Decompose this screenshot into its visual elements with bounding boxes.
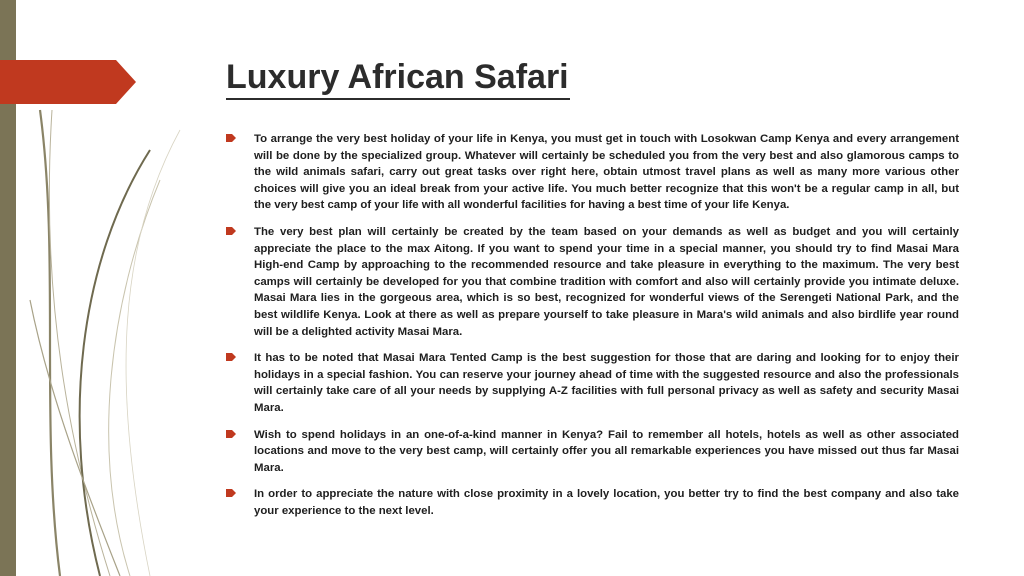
accent-arrow-tab [0, 60, 136, 104]
title-underline [226, 98, 570, 100]
bullet-item [226, 350, 959, 416]
bullet-item [226, 427, 959, 477]
bullet-text: To arrange the very best holiday of your life in Kenya, you must get in touch with Losokwan Camp Kenya and every arrangement will be done by the specialized group. Whatever will certainly be scheduled you from the very best and also glamorous camps to the wild animals safari, carry out great tasks over right here, obtain utmost travel plans as well as many more various other choices will give you an ideal break from your active life. You much better recognize that this won't be a regular camp in all, but the very best camp of your life with all wonderful facilities for having a best time of your life Kenya. [254, 133, 959, 212]
accent-arrow-shape [0, 60, 136, 104]
bullet-item [226, 486, 959, 519]
arrow-bullet-icon [226, 353, 236, 361]
bullet-item [226, 131, 959, 214]
arrow-bullet-icon [226, 134, 236, 142]
bullet-text: It has to be noted that Masai Mara Tented Camp is the best suggestion for those that are daring and looking for to enjoy their holidays in a special fashion. You can reserve your journey ahead of time with the suggested resource and also the professionals will certainly take care of all your needs by supplying A-Z facilities with full personal privacy as well as safety and security Masai Mara. [254, 352, 959, 414]
bullet-text: The very best plan will certainly be created by the team based on your demands as well as budget and you will certainly appreciate the place to the max Aitong. If you want to spend your time in a special manner, you should try to find Masai Mara High-end Camp by approaching to the recommended resource and take pleasure in everything to the maximum. The very best camps will certainly be developed for you that combine tradition with comfort and also will certainly provide you intimate deluxe. Masai Mara lies in the gorgeous area, which is so best, recognized for wonderful views of the Serengeti National Park, and the best wildlife Kenya. Look at there as well as prepare yourself to take pleasure in Mara's wild animals and also birdlife year round will be a delighted activity Masai Mara. [254, 225, 959, 338]
arrow-bullet-icon [226, 489, 236, 497]
arrow-bullet-icon [226, 227, 236, 235]
bullet-list [226, 131, 959, 529]
arrow-bullet-icon [226, 430, 236, 438]
bullet-item [226, 224, 959, 340]
slide-title: Luxury African Safari [226, 58, 569, 96]
bullet-text: Wish to spend holidays in an one-of-a-kind manner in Kenya? Fail to remember all hotels, hotels as well as other associated locations and move to the very best camp, will certainly offer you all remarkable experiences you have missed out thus far Masai Mara. [254, 428, 959, 474]
bullet-text: In order to appreciate the nature with close proximity in a lovely location, you better try to find the best company and also take your experience to the next level. [254, 488, 959, 517]
